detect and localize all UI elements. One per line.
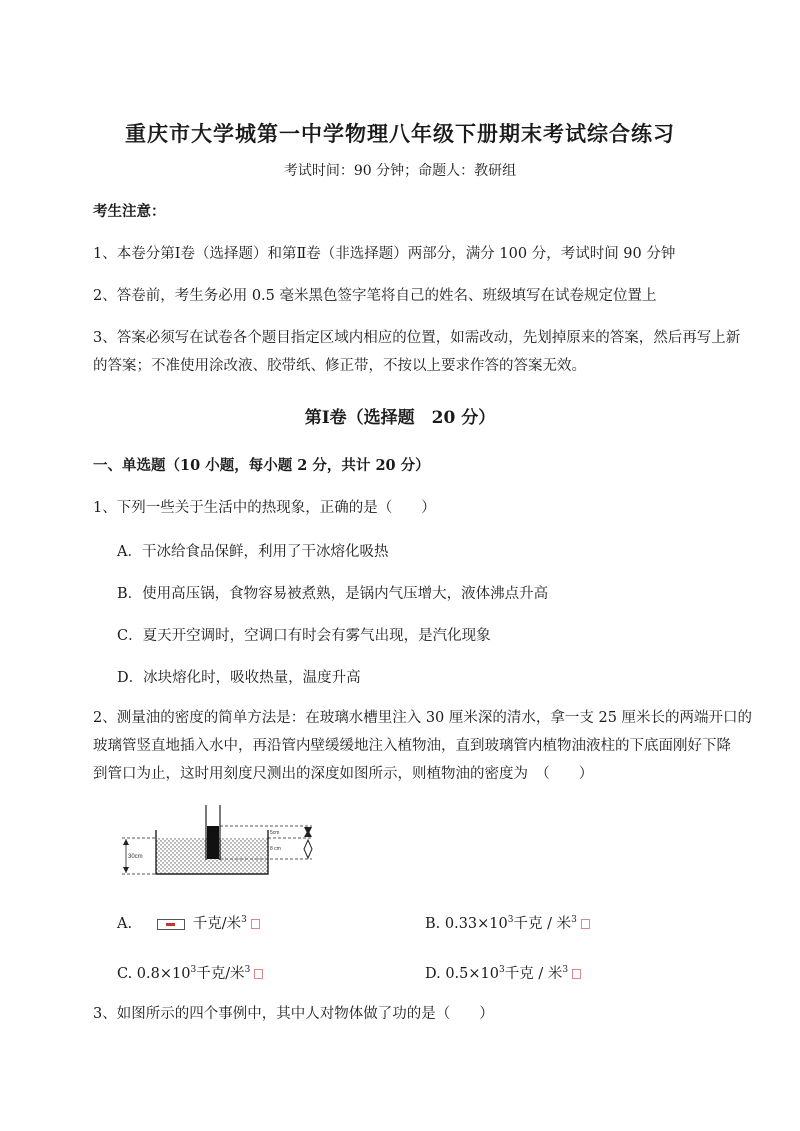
- flag-icon: [254, 969, 263, 979]
- flag-icon: [251, 919, 260, 929]
- question-1-option-d: D．冰块熔化时，吸收热量，温度升高: [117, 670, 361, 686]
- section-title: 第Ⅰ卷（选择题 20 分）: [304, 408, 496, 428]
- question-1-option-a: A．干冰给食品保鲜，利用了干冰熔化吸热: [117, 544, 389, 560]
- question-1-option-b: B．使用高压锅，食物容易被煮熟，是锅内气压增大，液体沸点升高: [117, 586, 549, 602]
- exam-info: 考试时间：90 分钟；命题人：教研组: [283, 163, 517, 179]
- notice-item-2: 2、答卷前，考生务必用 0.5 毫米黑色签字笔将自己的姓名、班级填写在试卷规定位置上: [93, 288, 657, 304]
- oil-density-figure: [112, 800, 327, 882]
- flag-icon: [581, 919, 590, 929]
- question-2-option-a: A. 千克/米$^3$: [117, 912, 260, 933]
- notice-item-1: 1、本卷分第Ⅰ卷（选择题）和第Ⅱ卷（非选择题）两部分，满分 100 分，考试时间 90 分钟: [93, 246, 676, 262]
- oil-column: [207, 826, 219, 859]
- flag-icon: [572, 969, 581, 979]
- figure-label-right-mid: 8 cm: [270, 846, 281, 852]
- figure-label-right-top: 5cm: [270, 830, 280, 836]
- question-2-stem-line-3: 到管口为止，这时用刻度尺测出的深度如图所示，则植物油的密度为 （ ）: [93, 766, 594, 782]
- question-2-option-d: D. $0.5\times 10^3$千克 / 米$^3$: [425, 962, 581, 983]
- question-1-option-c: C．夏天开空调时，空调口有时会有雾气出现，是汽化现象: [117, 628, 491, 644]
- fraction-image-icon: [157, 919, 185, 930]
- question-2-stem-line-1: 2、测量油的密度的简单方法是：在玻璃水槽里注入 30 厘米深的清水，拿一支 25 厘米长的两端开口的: [93, 710, 753, 726]
- notice-item-3-line-2: 的答案；不准使用涂改液、胶带纸、修正带，不按以上要求作答的答案无效。: [93, 358, 586, 374]
- notice-heading: 考生注意：: [93, 203, 166, 220]
- notice-item-3-line-1: 3、答案必须写在试卷各个题目指定区域内相应的位置，如需改动，先划掉原来的答案，然后再写上新: [93, 330, 741, 346]
- part-heading: 一、单选题（10 小题，每小题 2 分，共计 20 分）: [93, 457, 430, 474]
- question-2-stem-line-2: 玻璃管竖直地插入水中，再沿管内壁缓缓地注入植物油，直到玻璃管内植物油液柱的下底面刚好下降: [93, 738, 731, 754]
- page-title: 重庆市大学城第一中学物理八年级下册期末考试综合练习: [125, 121, 675, 146]
- question-2-option-c: C. $0.8\times 10^3$千克/米$^3$: [117, 962, 263, 983]
- question-2-option-b: B. $0.33\times 10^3$千克 / 米$^3$: [425, 912, 590, 933]
- question-3-stem: 3、如图所示的四个事例中，其中人对物体做了功的是（ ）: [93, 1006, 494, 1022]
- question-1-stem: 1、下列一些关于生活中的热现象，正确的是（ ）: [93, 500, 436, 516]
- figure-label-left: 30cm: [128, 854, 143, 860]
